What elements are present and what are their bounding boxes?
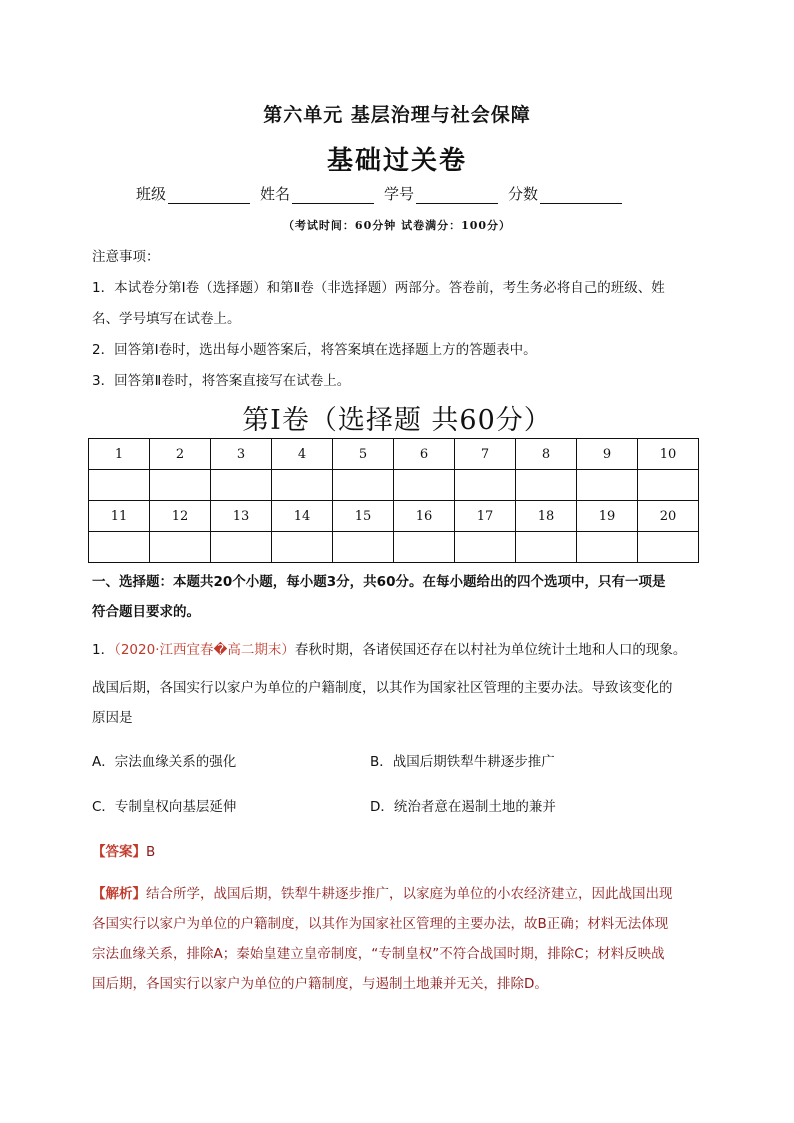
question-source: （2020·江西宜春�高二期末） <box>114 642 295 658</box>
table-cell: 10 <box>638 439 699 470</box>
answer-cell[interactable] <box>89 470 150 501</box>
table-cell: 19 <box>577 501 638 532</box>
table-cell: 2 <box>150 439 211 470</box>
table-cell: 3 <box>211 439 272 470</box>
student-id-label: 学号 <box>384 185 415 203</box>
table-cell: 1 <box>89 439 150 470</box>
answer-cell[interactable] <box>638 470 699 501</box>
section-instruction-cont: 符合题目要求的。 <box>92 604 200 620</box>
notes-item-2: 2．回答第Ⅰ卷时，选出每小题答案后，将答案填在选择题上方的答题表中。 <box>92 342 537 358</box>
class-label: 班级 <box>136 185 167 203</box>
answer-cell[interactable] <box>150 532 211 563</box>
option-d[interactable]: D．统治者意在遏制土地的兼并 <box>370 799 556 815</box>
table-cell: 17 <box>455 501 516 532</box>
answer-cell[interactable] <box>577 470 638 501</box>
answer-cell[interactable] <box>516 532 577 563</box>
answer-line <box>92 842 712 862</box>
answer-value: B <box>146 844 156 860</box>
unit-title: 第六单元 基层治理与社会保障 <box>263 104 531 126</box>
answer-table-blank-row <box>89 532 699 563</box>
table-cell: 12 <box>150 501 211 532</box>
analysis-label: 【解析】 <box>92 886 146 902</box>
table-cell: 18 <box>516 501 577 532</box>
answer-cell[interactable] <box>89 532 150 563</box>
answer-cell[interactable] <box>272 470 333 501</box>
table-cell: 4 <box>272 439 333 470</box>
question-1-stem-cont: 战国后期，各国实行以家户为单位的户籍制度，以其作为国家社区管理的主要办法。导致该变化的 <box>92 680 673 696</box>
table-cell: 7 <box>455 439 516 470</box>
answer-cell[interactable] <box>272 532 333 563</box>
student-info-row <box>136 183 622 204</box>
answer-cell[interactable] <box>638 532 699 563</box>
exam-time: （考试时间：60分钟 试卷满分：100分） <box>282 219 512 232</box>
name-blank[interactable] <box>292 188 374 204</box>
question-1-stem-end: 原因是 <box>92 710 133 726</box>
table-cell: 11 <box>89 501 150 532</box>
class-blank[interactable] <box>168 188 250 204</box>
answer-cell[interactable] <box>516 470 577 501</box>
notes-item-1-cont: 名、学号填写在试卷上。 <box>92 311 241 327</box>
notes-item-3: 3．回答第Ⅱ卷时，将答案直接写在试卷上。 <box>92 373 351 389</box>
section-title: 第Ⅰ卷（选择题 共60分） <box>242 405 552 436</box>
answer-cell[interactable] <box>333 470 394 501</box>
table-cell: 15 <box>333 501 394 532</box>
notes-heading: 注意事项： <box>92 249 160 265</box>
answer-cell[interactable] <box>394 532 455 563</box>
notes-item-1: 1．本试卷分第Ⅰ卷（选择题）和第Ⅱ卷（非选择题）两部分。答卷前，考生务必将自己的班级、姓 <box>92 280 665 296</box>
table-cell: 6 <box>394 439 455 470</box>
table-cell: 8 <box>516 439 577 470</box>
analysis-line-4: 国后期，各国实行以家户为单位的户籍制度，与遏制土地兼并无关，排除D。 <box>92 976 548 992</box>
table-cell: 16 <box>394 501 455 532</box>
answer-cell[interactable] <box>455 532 516 563</box>
table-cell: 20 <box>638 501 699 532</box>
answer-cell[interactable] <box>333 532 394 563</box>
section-instruction: 一、选择题：本题共20个小题，每小题3分，共60分。在每小题给出的四个选项中，只有一项是 <box>92 574 666 590</box>
score-blank[interactable] <box>540 188 622 204</box>
answer-table <box>88 438 699 563</box>
answer-cell[interactable] <box>211 470 272 501</box>
answer-table-number-row <box>89 439 699 470</box>
analysis-line-1 <box>92 884 712 904</box>
answer-table-number-row <box>89 501 699 532</box>
answer-cell[interactable] <box>211 532 272 563</box>
answer-cell[interactable] <box>394 470 455 501</box>
option-b[interactable]: B．战国后期铁犁牛耕逐步推广 <box>370 754 555 770</box>
table-cell: 13 <box>211 501 272 532</box>
answer-cell[interactable] <box>577 532 638 563</box>
option-c[interactable]: C．专制皇权向基层延伸 <box>92 799 237 815</box>
option-a[interactable]: A．宗法血缘关系的强化 <box>92 754 237 770</box>
question-number: 1． <box>92 642 115 658</box>
table-cell: 14 <box>272 501 333 532</box>
analysis-text: 结合所学，战国后期，铁犁牛耕逐步推广，以家庭为单位的小农经济建立，因此战国出现 <box>146 886 673 902</box>
name-label: 姓名 <box>260 185 291 203</box>
table-cell: 5 <box>333 439 394 470</box>
analysis-line-2: 各国实行以家户为单位的户籍制度，以其作为国家社区管理的主要办法，故B正确；材料无法体现 <box>92 916 669 932</box>
question-1-stem <box>92 640 712 660</box>
answer-cell[interactable] <box>150 470 211 501</box>
score-label: 分数 <box>508 185 539 203</box>
question-stem-text: 春秋时期，各诸侯国还存在以村社为单位统计土地和人口的现象。 <box>294 642 687 658</box>
answer-label: 【答案】 <box>92 844 146 860</box>
paper-title: 基础过关卷 <box>326 146 467 176</box>
answer-cell[interactable] <box>455 470 516 501</box>
table-cell: 9 <box>577 439 638 470</box>
answer-table-blank-row <box>89 470 699 501</box>
student-id-blank[interactable] <box>416 188 498 204</box>
analysis-line-3: 宗法血缘关系，排除A；秦始皇建立皇帝制度，“专制皇权”不符合战国时期，排除C；材料反映战 <box>92 946 665 962</box>
